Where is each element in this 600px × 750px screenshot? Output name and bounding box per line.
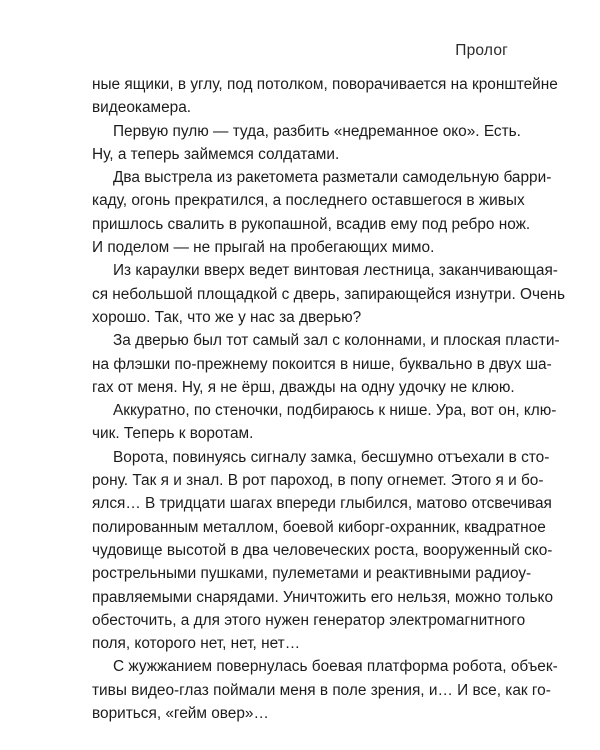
text-line: Из караулки вверх ведет винтовая лестница, заканчивающая- [113,262,558,280]
text-line: За дверью был тот самый зал с колоннами, и плоская пласти- [113,332,560,350]
text-line: видеокамера. [92,99,192,117]
text-line: гах от меня. Ну, я не ёрш, дважды на одну удочку не клюю. [92,378,515,396]
text-line: полированным металлом, боевой киборг-охранник, квадратное [92,518,546,536]
text-line: С жужжанием повернулась боевая платформа робота, объек- [113,658,558,676]
text-line: чудовище высотой в два человеческих роста, вооруженный ско- [92,541,553,559]
text-line: ные ящики, в углу, под потолком, поворачивается на кронштейне [92,76,558,93]
text-line: вориться, «гейм овер»… [92,705,269,723]
text-line: И поделом — не прыгай на пробегающих мимо. [92,239,435,257]
text-line: Ну, а теперь займемся солдатами. [92,145,340,163]
body-text [92,73,566,725]
text-line: чик. Теперь к воротам. [92,425,254,443]
text-line: каду, огонь прекратился, а последнего оставшегося в живых [92,192,525,210]
text-line: Два выстрела из ракетомета разметали самодельную барри- [113,169,552,187]
text-line: рону. Так я и знал. В рот пароход, в попу огнемет. Этого я и бо- [92,472,544,490]
text-line: ся небольшой площадкой с дверь, запирающейся изнутри. Очень [92,285,566,303]
text-line: обесточить, а для этого нужен генератор электромагнитного [92,611,526,629]
text-line: Аккуратно, по стеночки, подбираюсь к нише. Ура, вот он, клю- [113,402,557,420]
text-line: ялся… В тридцати шагах впереди глыбился, матово отсвечивая [92,495,552,513]
text-line: на флэшки по-прежнему покоится в нише, буквально в двух ша- [92,355,552,373]
text-line: пришлось свалить в рукопашной, всадив ему под ребро нож. [92,215,531,233]
running-head: Пролог [455,42,508,59]
text-line: хорошо. Так, что же у нас за дверью? [92,308,362,326]
text-line: тивы видео-глаз поймали меня в поле зрения, и… И все, как го- [92,681,551,699]
text-line: рострельными пушками, пулеметами и реактивными радиоу- [92,565,532,583]
text-line: правляемыми снарядами. Уничтожить его нельзя, можно только [92,588,554,606]
text-line: Первую пулю — туда, разбить «недреманное око». Есть. [113,122,521,140]
text-line: Ворота, повинуясь сигналу замка, бесшумно отъехали в сто- [113,448,550,466]
text-line: поля, которого нет, нет, нет… [92,635,301,653]
